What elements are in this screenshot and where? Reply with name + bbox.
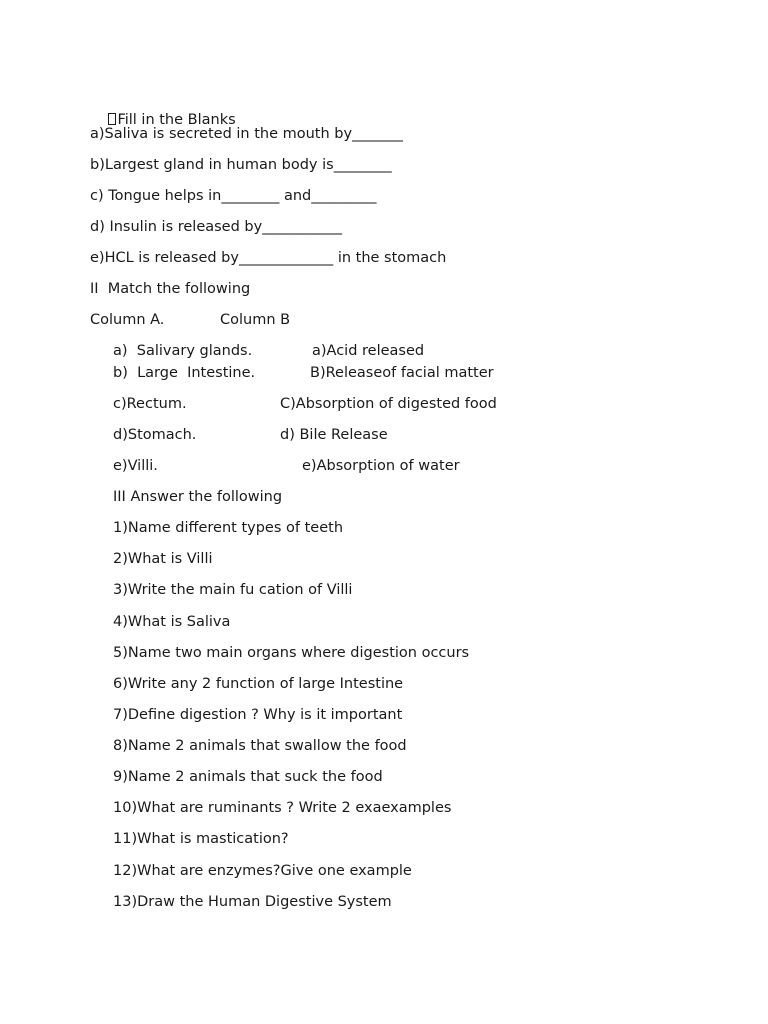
match-right-item: e)Absorption of water [302,458,460,474]
column-a-header: Column A. [90,312,165,328]
match-left-item: c)Rectum. [113,396,187,412]
question-item: 12)What are enzymes?Give one example [113,863,412,879]
question-item: 13)Draw the Human Digestive System [113,894,392,910]
question-item: 1)Name different types of teeth [113,520,344,536]
question-item: 7)Define digestion ? Why is it important [113,707,403,723]
match-left-item: a) Salivary glands. [113,343,253,359]
question-item: 2)What is Villi [113,551,213,567]
question-item: 6)Write any 2 function of large Intestine [113,676,404,692]
fill-blank-item: b)Largest gland in human body is________ [90,157,392,173]
section2-heading: II Match the following [90,281,251,297]
fill-blank-item: a)Saliva is secreted in the mouth by_______ [90,126,403,142]
fill-blank-item: e)HCL is released by_____________ in the stomach [90,250,447,266]
match-left-item: b) Large Intestine. [113,365,256,381]
match-right-item: B)Releaseof facial matter [310,365,494,381]
section3-heading: III Answer the following [113,489,283,505]
question-item: 10)What are ruminants ? Write 2 exaexamples [113,800,452,816]
fill-blank-item: c) Tongue helps in________ and_________ [90,188,377,204]
question-item: 9)Name 2 animals that suck the food [113,769,383,785]
match-right-item: C)Absorption of digested food [280,396,497,412]
question-item: 3)Write the main fu cation of Villi [113,582,353,598]
missing-glyph-icon [108,113,116,125]
match-left-item: d)Stomach. [113,427,197,443]
match-right-item: a)Acid released [312,343,425,359]
question-item: 8)Name 2 animals that swallow the food [113,738,407,754]
match-left-item: e)Villi. [113,458,158,474]
match-right-item: d) Bile Release [280,427,388,443]
question-item: 11)What is mastication? [113,831,289,847]
question-item: 5)Name two main organs where digestion occurs [113,645,470,661]
column-b-header: Column B [220,312,291,328]
question-item: 4)What is Saliva [113,614,231,630]
fill-blank-item: d) Insulin is released by___________ [90,219,342,235]
section1-heading: Fill in the Blanks [90,93,236,147]
